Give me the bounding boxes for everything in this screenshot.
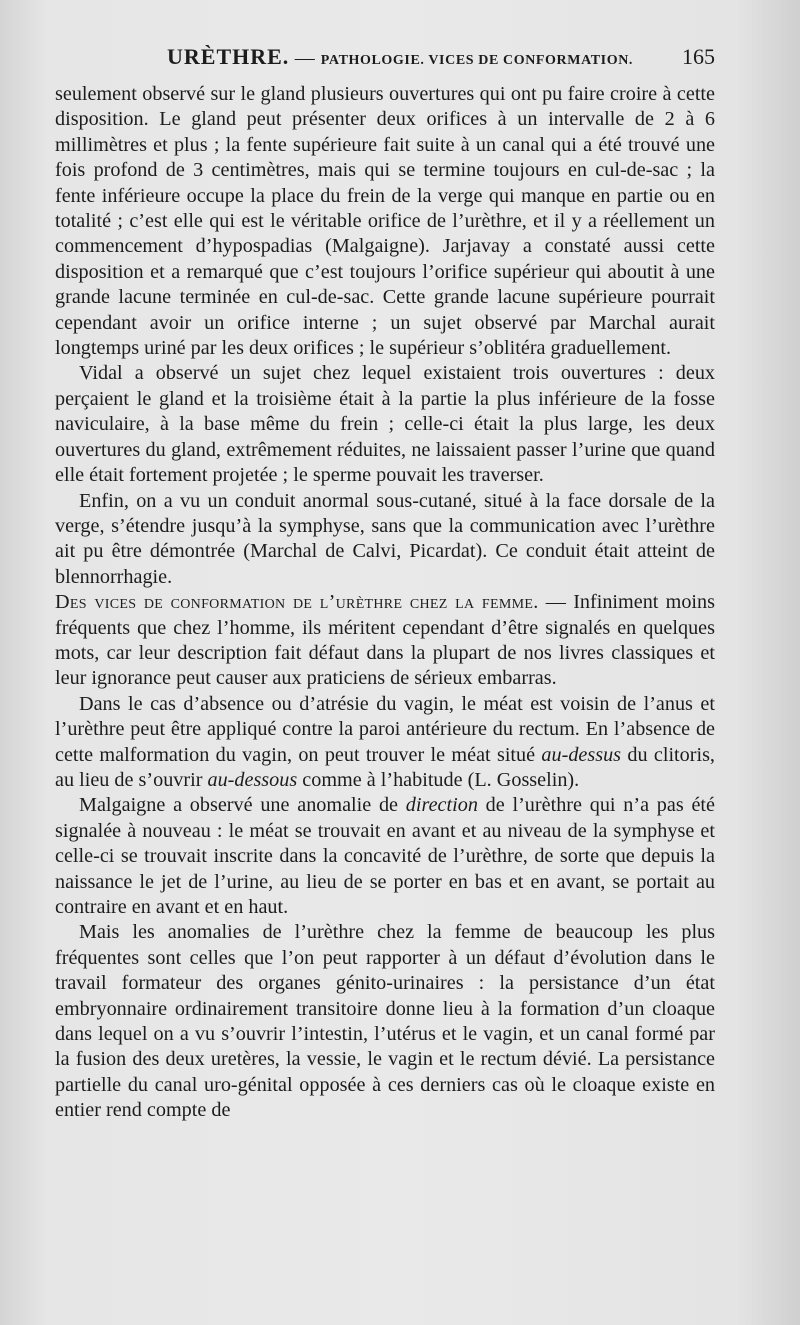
paragraph-5-text-c: comme à l’habitude (L. Gosselin). bbox=[297, 768, 580, 791]
paragraph-5 bbox=[55, 692, 715, 794]
paragraph-6-text-b: de l’urèthre qui n’a pas été signalée à nouveau : le méat se trouvait en avant et au niveau de la symphyse et celle-ci se trouvait inscrite dans la concavité de l’urèthre, de sorte que depuis la naissance le jet de l’urine, au lieu de se porter en bas et en avant, se portait au contraire en avant et en haut. bbox=[55, 794, 715, 918]
running-head-title: URÈTHRE. bbox=[167, 44, 290, 69]
paragraph-5-text-b: du clitoris, au lieu de s’ouvrir bbox=[55, 743, 715, 791]
paragraph-6-text-a: Malgaigne a observé une anomalie de bbox=[79, 794, 406, 817]
running-head bbox=[167, 44, 633, 70]
emphasis-au-dessus: au-dessus bbox=[541, 743, 622, 766]
paragraph-2: Vidal a observé un sujet chez lequel existaient trois ouvertures : deux perçaient le gland et la troisième était à la partie la plus inférieure de la fosse naviculaire, à la base même du frein ; celle-ci était la plus large, les deux ouvertures du gland, extrêmement réduites, ne laissaient passer l’urine que quand elle était fortement projetée ; le sperme pouvait les traverser. bbox=[55, 362, 715, 487]
emphasis-direction: direction bbox=[405, 794, 478, 817]
running-head-section: PATHOLOGIE. VICES DE CONFORMATION. bbox=[320, 53, 634, 68]
paragraph-4-text: — Infiniment moins fréquents que chez l’homme, ils méritent cependant d’être signalés en quelques mots, car leur description fait défaut dans la plupart de nos livres classiques et leur ignorance peut causer aux praticiens de sérieux embarras. bbox=[55, 591, 715, 690]
paragraph-5-text-a: Dans le cas d’absence ou d’atrésie du vagin, le méat est voisin de l’anus et l’urèthre peut être appliqué contre la paroi antérieure du rectum. En l’absence de cette malformation du vagin, on peut trouver le méat situé bbox=[55, 692, 715, 766]
page-number: 165 bbox=[682, 44, 715, 69]
paragraph-3: Enfin, on a vu un conduit anormal sous-cutané, situé à la face dorsale de la verge, s’étendre jusqu’à la symphyse, sans que la communication avec l’urèthre ait pu être démontrée (Marchal de Calvi, Picardat). Ce conduit était atteint de blennorrhagie. bbox=[55, 489, 715, 588]
paragraph-7: Mais les anomalies de l’urèthre chez la femme de beaucoup les plus fréquentes sont celles que l’on peut rapporter à un défaut d’évolution dans le travail formateur des organes génito-urinaires : la persistance d’un état embryonnaire ordinairement transitoire donne lieu à la formation d’un cloaque dans lequel on a vu s’ouvrir l’intestin, l’utérus et le vagin, et un canal formé par la fusion des deux uretères, la vessie, le vagin et le rectum dévié. La persistance partielle du canal uro-génital opposée à ces derniers cas où le cloaque existe en entier rend compte de bbox=[55, 921, 715, 1122]
page-body bbox=[55, 82, 715, 1124]
paragraph-6 bbox=[55, 793, 715, 920]
paragraph-1: seulement observé sur le gland plusieurs ouvertures qui ont pu faire croire à cette disposition. Le gland peut présenter deux orifices à un intervalle de 2 à 6 millimètres et plus ; la fente supérieure fait suite à un canal qui a été trouvé une fois profond de 3 centimètres, mais qui se termine toujours en cul-de-sac ; la fente inférieure occupe la place du frein de la verge qui manque en partie ou en totalité ; c’est elle qui est le véritable orifice de l’urèthre, et il y a réellement un commencement d’hypospadias (Malgaigne). Jarjavay a constaté aussi cette disposition et a remarqué que c’est toujours l’orifice supérieur qui aboutit à une grande lacune terminée en cul-de-sac. Cette grande lacune supérieure pourrait cependant avoir un orifice interne ; un sujet observé par Marchal aurait longtemps uriné par les deux orifices ; le supérieur s’oblitéra graduellement. bbox=[55, 83, 715, 360]
emphasis-au-dessous: au-dessous bbox=[207, 768, 298, 791]
running-head-dash: — bbox=[294, 47, 316, 69]
section-heading: Des vices de conformation de l’urèthre chez la femme. bbox=[55, 591, 539, 614]
paragraph-4 bbox=[55, 590, 715, 692]
page-header bbox=[55, 44, 715, 74]
